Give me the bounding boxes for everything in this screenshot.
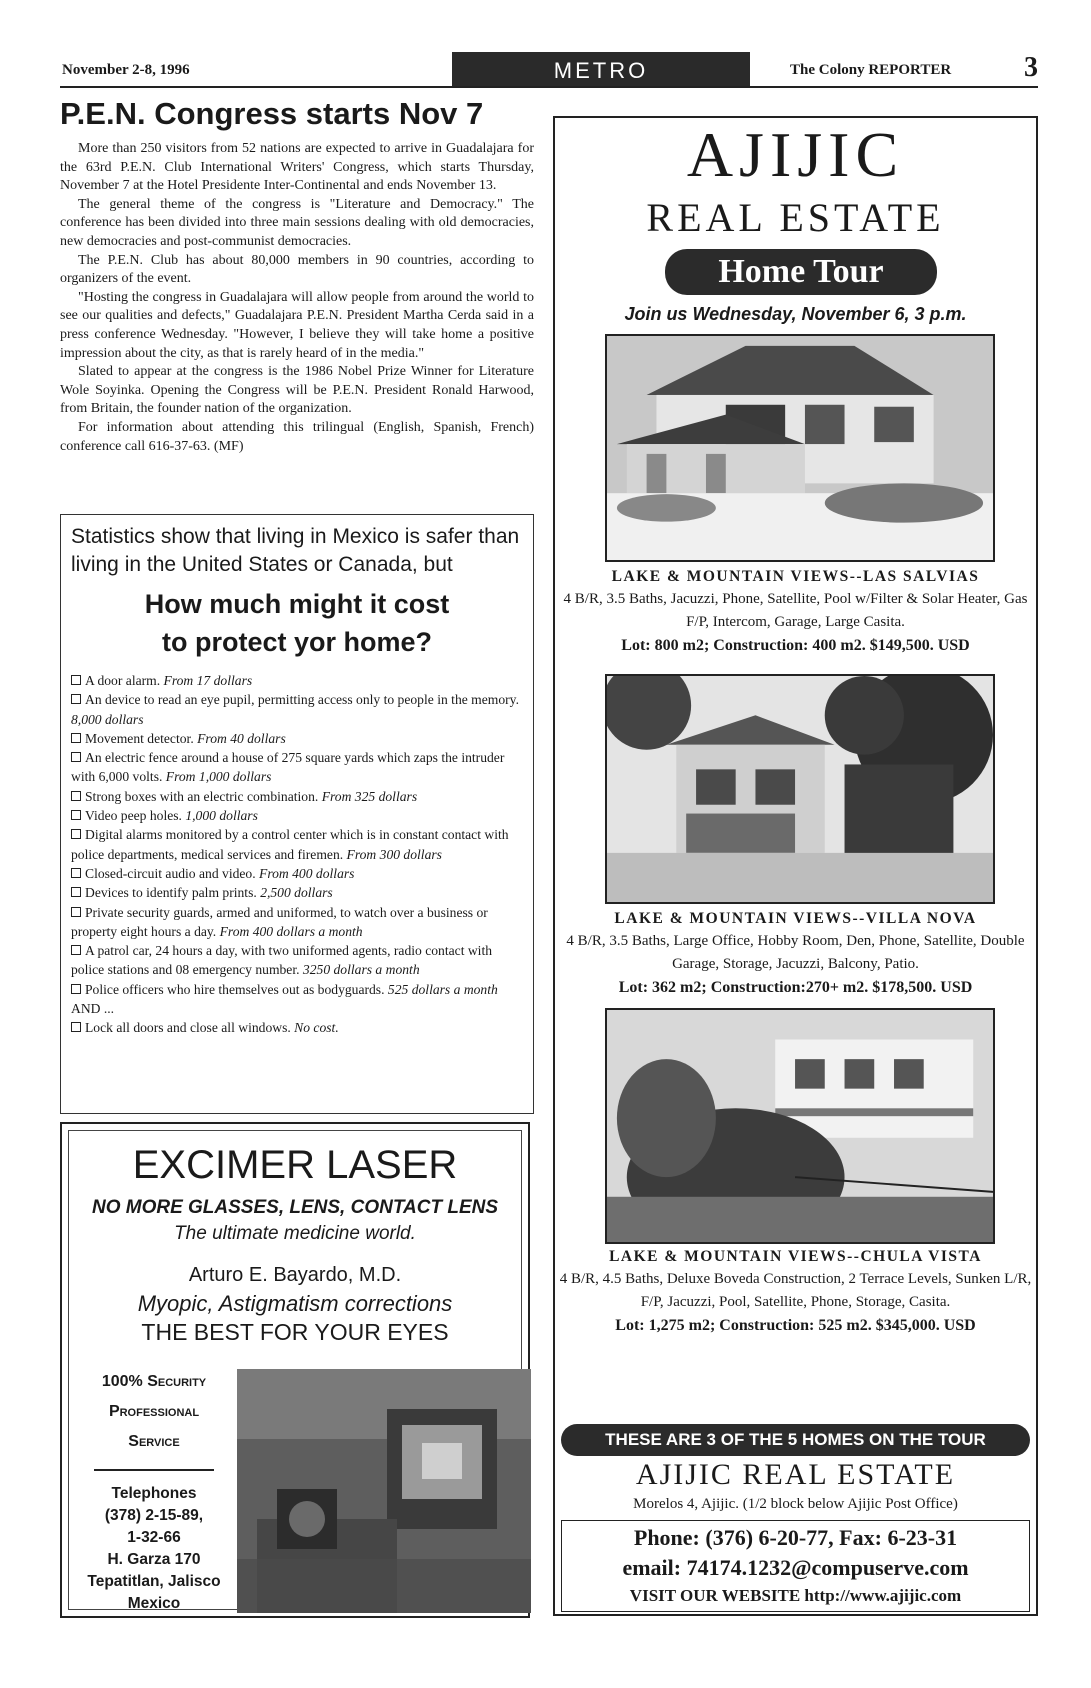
item-text: Strong boxes with an electric combination. [85, 788, 322, 804]
item-text: A patrol car, 24 hours a day, with two uniformed agents, radio contact with police stations and 08 emergency number. [71, 943, 493, 978]
item-text: Police officers who hire themselves out as bodyguards. [85, 981, 388, 997]
ad-subtagline: The ultimate medicine world. [174, 1223, 416, 1244]
house-photo [605, 334, 995, 562]
listing-lot-price: Lot: 362 m2; Construction:270+ m2. $178,500. USD [618, 979, 973, 996]
item-price: From 325 dollars [321, 788, 418, 804]
list-item [71, 671, 523, 690]
listing-title: LAKE & MOUNTAIN VIEWS--VILLA NOVA [614, 910, 977, 927]
item-text: Lock all doors and close all windows. [85, 1020, 295, 1036]
item-price: 8,000 dollars [71, 711, 144, 727]
stats-question-line: How much might it cost [144, 589, 450, 619]
house-photo [605, 674, 995, 904]
phone-fax: Phone: (376) 6-20-77, Fax: 6-23-31 [633, 1525, 958, 1550]
checkbox-icon [71, 694, 81, 704]
item-price: From 17 dollars [163, 673, 253, 688]
ad-title: EXCIMER LASER [132, 1143, 458, 1187]
item-price: From 40 dollars [197, 730, 286, 746]
article-paragraph: "Hosting the congress in Guadalajara will allow people from around the world to see our qualities and defects," Guadalajara P.E.N. President Martha Cerda said in a press conference Wednesday. "However, I believe they will take home a positive impression about the city, as that is rarely heard of in the media." [60, 289, 534, 361]
article-paragraph: More than 250 visitors from 52 nations are expected to arrive in Guadalajara for the 63rd P.E.N. Club International Writers' Congress, which starts Thursday, November 7 at the Hotel Presidente Inter-Continental and ends November 13. [60, 141, 534, 194]
masthead [60, 52, 1038, 88]
phone-number: (378) 2-15-89, [104, 1507, 204, 1524]
item-text: Digital alarms monitored by a control center which is in constant contact with police departments, medical services and firemen. [71, 827, 509, 862]
ad-inner-frame [68, 1130, 522, 1610]
company-logo: AJIJIC REAL ESTATE [635, 1458, 956, 1491]
checkbox-icon [71, 907, 81, 917]
listing-lot-price: Lot: 1,275 m2; Construction: 525 m2. $345,000. USD [615, 1317, 976, 1334]
item-text: A door alarm. [85, 673, 164, 688]
checkbox-icon [71, 868, 81, 878]
list-item [71, 806, 523, 825]
security-line: Service [128, 1433, 180, 1450]
address-line: Tepatitlan, Jalisco [87, 1573, 221, 1590]
listing-title: LAKE & MOUNTAIN VIEWS--CHULA VISTA [609, 1248, 982, 1265]
list-item [71, 1018, 523, 1037]
security-cost-list-final [71, 1018, 523, 1037]
newspaper-name: The Colony REPORTER [790, 62, 952, 78]
article-paragraph: The P.E.N. Club has about 80,000 members in 90 countries, according to organizers of the event. [60, 252, 534, 287]
listing-chula-vista [555, 1246, 1036, 1338]
list-item [71, 729, 523, 748]
item-text: Video peep holes. [85, 808, 186, 824]
article-headline: P.E.N. Congress starts Nov 7 [60, 96, 484, 131]
home-tour-banner: Home Tour [665, 249, 937, 295]
list-item [71, 787, 523, 806]
list-item [71, 864, 523, 883]
doctor-name: Arturo E. Bayardo, M.D. [188, 1264, 402, 1286]
stats-question-line: to protect yor home? [161, 627, 432, 657]
checkbox-icon [71, 984, 81, 994]
page-number: 3 [1024, 52, 1038, 83]
masthead-rule [60, 86, 1038, 88]
list-item [71, 903, 523, 942]
email-address: email: 74174.1232@compuserve.com [622, 1555, 969, 1580]
listing-details: 4 B/R, 3.5 Baths, Jacuzzi, Phone, Satellite, Pool w/Filter & Solar Heater, Gas F/P, Intercom, Garage, Large Casita. [563, 591, 1028, 630]
security-contact-column [75, 1367, 233, 1615]
checkbox-icon [71, 752, 81, 762]
security-photo [237, 1369, 531, 1613]
contact-box [561, 1520, 1030, 1612]
house-photo-image [607, 1010, 993, 1242]
home-security-cost-box [60, 514, 534, 1114]
telephones-label: Telephones [111, 1485, 197, 1502]
item-price: From 400 dollars a month [219, 923, 363, 939]
item-price: No cost. [294, 1020, 339, 1036]
stats-question [71, 585, 523, 661]
list-item [71, 748, 523, 787]
checkbox-icon [71, 733, 81, 743]
list-item [71, 941, 523, 980]
house-photo-image [607, 336, 993, 560]
checkbox-icon [71, 1022, 81, 1032]
pen-congress-article [60, 96, 534, 456]
item-text: An device to read an eye pupil, permitting access only to people in the memory. [85, 692, 519, 708]
listing-title: LAKE & MOUNTAIN VIEWS--LAS SALVIAS [611, 568, 980, 585]
ajijic-real-estate-ad [553, 116, 1038, 1616]
item-price: 525 dollars a month [387, 981, 498, 997]
stats-intro: Statistics show that living in Mexico is safer than living in the United States or Canada, but [71, 525, 520, 576]
company-address: Morelos 4, Ajijic. (1/2 block below Ajijic Post Office) [633, 1496, 958, 1512]
item-text: Movement detector. [85, 730, 198, 746]
list-item [71, 825, 523, 864]
website-link: VISIT OUR WEBSITE http://www.ajijic.com [629, 1586, 962, 1605]
and-label: AND ... [71, 1001, 115, 1017]
checkbox-icon [71, 810, 81, 820]
address-line: Mexico [127, 1595, 181, 1612]
item-price: 1,000 dollars [185, 808, 258, 824]
checkbox-icon [71, 675, 81, 685]
item-text: An electric fence around a house of 275 square yards which zaps the intruder with 6,000 volts. [71, 750, 505, 785]
listing-las-salvias [555, 566, 1036, 658]
phone-number: 1-32-66 [127, 1529, 181, 1546]
house-photo [605, 1008, 995, 1244]
item-price: From 300 dollars [346, 846, 442, 862]
list-item [71, 690, 523, 729]
item-price: 2,500 dollars [260, 885, 333, 901]
tour-homes-banner: THESE ARE 3 OF THE 5 HOMES ON THE TOUR [561, 1424, 1030, 1456]
item-price: From 400 dollars [259, 865, 355, 881]
article-paragraph: For information about attending this trilingual (English, Spanish, French) conference call 616-37-63. (MF) [60, 419, 534, 454]
address-line: H. Garza 170 [107, 1551, 201, 1568]
logo-line: REAL ESTATE [646, 195, 945, 240]
security-line: Professional [108, 1403, 200, 1420]
article-body [60, 140, 534, 456]
security-cost-list [71, 671, 523, 999]
checkbox-icon [71, 791, 81, 801]
listing-lot-price: Lot: 800 m2; Construction: 400 m2. $149,500. USD [621, 637, 970, 654]
item-text: Devices to identify palm prints. [85, 885, 261, 901]
section-banner: METRO [452, 52, 750, 86]
item-text: Closed-circuit audio and video. [85, 865, 260, 881]
article-paragraph: Slated to appear at the congress is the 1986 Nobel Prize Winner for Literature Wole Soyinka. Opening the Congress will be P.E.N. President Ronald Harwood, from Britain, the founder nation of the organization. [60, 364, 534, 417]
best-for-eyes-line: THE BEST FOR YOUR EYES [141, 1319, 449, 1345]
listing-details: 4 B/R, 3.5 Baths, Large Office, Hobby Room, Den, Phone, Satellite, Double Garage, Storage, Jacuzzi, Balcony, Patio. [566, 933, 1025, 972]
tour-invitation: Join us Wednesday, November 6, 3 p.m. [624, 304, 967, 324]
listing-details: 4 B/R, 4.5 Baths, Deluxe Boveda Construction, 2 Terrace Levels, Sunken L/R, F/P, Jacuzzi, Pool, Satellite, Phone, Storage, Casita. [559, 1271, 1032, 1310]
divider [94, 1469, 214, 1471]
listing-villa-nova [555, 908, 1036, 1000]
item-price: 3250 dollars a month [302, 962, 420, 978]
ad-tagline: NO MORE GLASSES, LENS, CONTACT LENS [91, 1197, 499, 1218]
list-item [71, 883, 523, 902]
list-item [71, 980, 523, 999]
corrections-line: Myopic, Astigmatism corrections [137, 1291, 453, 1316]
article-paragraph: The general theme of the congress is "Literature and Democracy." The conference has been divided into three main sessions dealing with old democracies, new democracies and post-communist democracies. [60, 196, 534, 249]
house-photo-image [607, 676, 993, 902]
checkbox-icon [71, 829, 81, 839]
checkbox-icon [71, 945, 81, 955]
checkbox-icon [71, 887, 81, 897]
logo-line: AJIJIC [686, 119, 905, 190]
item-text: Private security guards, armed and uniformed, to watch over a business or property eight hours a day. [71, 904, 488, 939]
issue-date: November 2-8, 1996 [62, 62, 190, 78]
security-line: 100% Security [101, 1373, 207, 1390]
excimer-laser-ad [60, 1122, 530, 1618]
item-price: From 1,000 dollars [165, 769, 272, 785]
